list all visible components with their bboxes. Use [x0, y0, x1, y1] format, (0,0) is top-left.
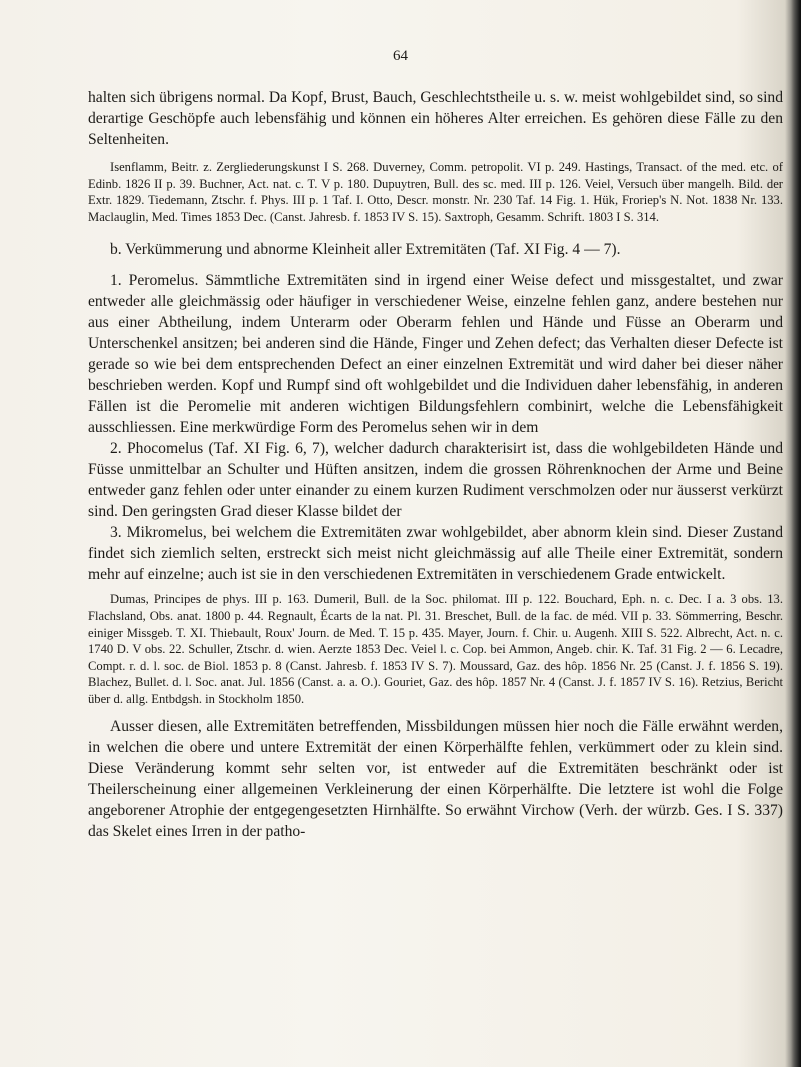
paragraph-one-sided: Ausser diesen, alle Extremitäten betreffenden, Missbildungen müssen hier noch die Fälle erwähnt werden, in welchen die obere und untere Extremität der einen Körperhälfte fehlen, verkümmert oder zu klein sind. Diese Veränderung kommt sehr selten vor, ist entweder auf die Extremitäten beschränkt oder ist Theilerscheinung einer allgemeinen Verkleinerung der einen Körperhälfte. Die letztere ist wohl die Folge angeborener Atrophie der entgegengesetzten Hirnhälfte. So erwähnt Virchow (Verh. der würzb. Ges. I S. 337) das Skelet eines Irren in der patho-: [88, 717, 783, 840]
paragraph-phocomelus: 2. Phocomelus (Taf. XI Fig. 6, 7), welcher dadurch charakterisirt ist, dass die wohlgebildeten Hände und Füsse unmittelbar an Schulter und Hüften ansitzen, indem die grossen Röhrenknochen der Arme und Beine entweder ganz fehlen oder unter einander zu einem kurzen Rudiment verschmolzen oder nur äusserst verkürzt sind. Den geringsten Grad dieser Klasse bildet der: [88, 440, 783, 521]
section-heading: b. Verkümmerung und abnorme Kleinheit aller Extremitäten (Taf. XI Fig. 4 — 7).: [110, 241, 621, 259]
references-block-1: Isenflamm, Beitr. z. Zergliederungskunst I S. 268. Duverney, Comm. petropolit. VI p. 249. Hastings, Transact. of the med. etc. of Edinb. 1826 II p. 39. Buchner, Act. nat. c. T. V p. 180. Dupuytren, Bull. des sc. med. III p. 126. Veiel, Versuch über mangelh. Bild. der Extr. 1829. Tiedemann, Ztschr. f. Phys. III p. 1 Taf. I. Otto, Descr. monstr. Nr. 230 Taf. 14 Fig. 1. Hük, Froriep's N. Not. 1838 Nr. 133. Maclauglin, Med. Times 1853 Dec. (Canst. Jahresb. f. 1853 IV S. 15). Saxtroph, Gesamm. Schrift. 1803 I S. 314.: [88, 160, 783, 224]
page-content: [88, 87, 783, 842]
page-edge-shadow: [791, 0, 801, 1067]
references-block-2: Dumas, Principes de phys. III p. 163. Dumeril, Bull. de la Soc. philomat. III p. 122. Bouchard, Eph. n. c. Dec. I a. 3 obs. 13. Flachsland, Obs. anat. 1800 p. 44. Regnault, Écarts de la nat. Pl. 31. Breschet, Bull. de la fac. de méd. VII p. 33. Sömmerring, Beschr. einiger Missgeb. T. XI. Thiebault, Roux' Journ. de Med. T. 15 p. 435. Mayer, Journ. f. Chir. u. Augenh. XIII S. 522. Albrecht, Act. n. c. 1740 D. V obs. 22. Schuller, Ztschr. d. wien. Aerzte 1853 Dec. Veiel l. c. Cop. bei Ammon, Angeb. chir. K. Taf. 31 Fig. 2 — 6. Lecadre, Compt. r. d. l. soc. de Biol. 1853 p. 8 (Canst. Jahresb. f. 1853 IV S. 7). Moussard, Gaz. des hôp. 1856 Nr. 25 (Canst. J. f. 1856 S. 19). Blachez, Bullet. d. l. Soc. anat. Jul. 1856 (Canst. a. a. O.). Gouriet, Gaz. des hôp. 1857 Nr. 4 (Canst. J. f. 1857 IV S. 16). Retzius, Bericht über d. allg. Entbdgsh. in Stockholm 1850.: [88, 592, 783, 706]
paragraph-intro: halten sich übrigens normal. Da Kopf, Brust, Bauch, Geschlechtstheile u. s. w. meist wohlgebildet sind, so sind derartige Geschöpfe auch lebensfähig und können ein höheres Alter erreichen. Es gehören diese Fälle zu den Seltenheiten.: [88, 89, 783, 148]
paragraph-peromelus: 1. Peromelus. Sämmtliche Extremitäten sind in irgend einer Weise defect und missgestaltet, und zwar entweder alle gleichmässig oder häufiger in verschiedener Weise, einzelne fehlen ganz, andere bestehen nur aus einer Abtheilung, indem Unterarm oder Oberarm fehlen und Hände und Füsse an Oberarm und Unterschenkel ansitzen; bei anderen sind die Hände, Finger und Zehen defect; das Verhalten dieser Defecte ist gerade so wie bei dem entsprechenden Defect an einer einzelnen Extremität und wird daher bei dieser näher beschrieben werden. Kopf und Rumpf sind oft wohlgebildet und die Individuen daher lebensfähig, in anderen Fällen ist die Peromelie mit anderen wichtigen Bildungsfehlern combinirt, welche die Lebensfähigkeit ausschliessen. Eine merkwürdige Form des Peromelus sehen wir in dem: [88, 272, 783, 437]
paragraph-mikromelus: 3. Mikromelus, bei welchem die Extremitäten zwar wohlgebildet, aber abnorm klein sind. Dieser Zustand findet sich ziemlich selten, erstreckt sich meist nicht gleichmässig auf alle Theile einer Extremität, sondern mehr auf einzelne; auch ist sie in den verschiedenen Extremitäten in verschiedenem Grade entwickelt.: [88, 524, 783, 584]
page-number: 64: [393, 48, 408, 64]
